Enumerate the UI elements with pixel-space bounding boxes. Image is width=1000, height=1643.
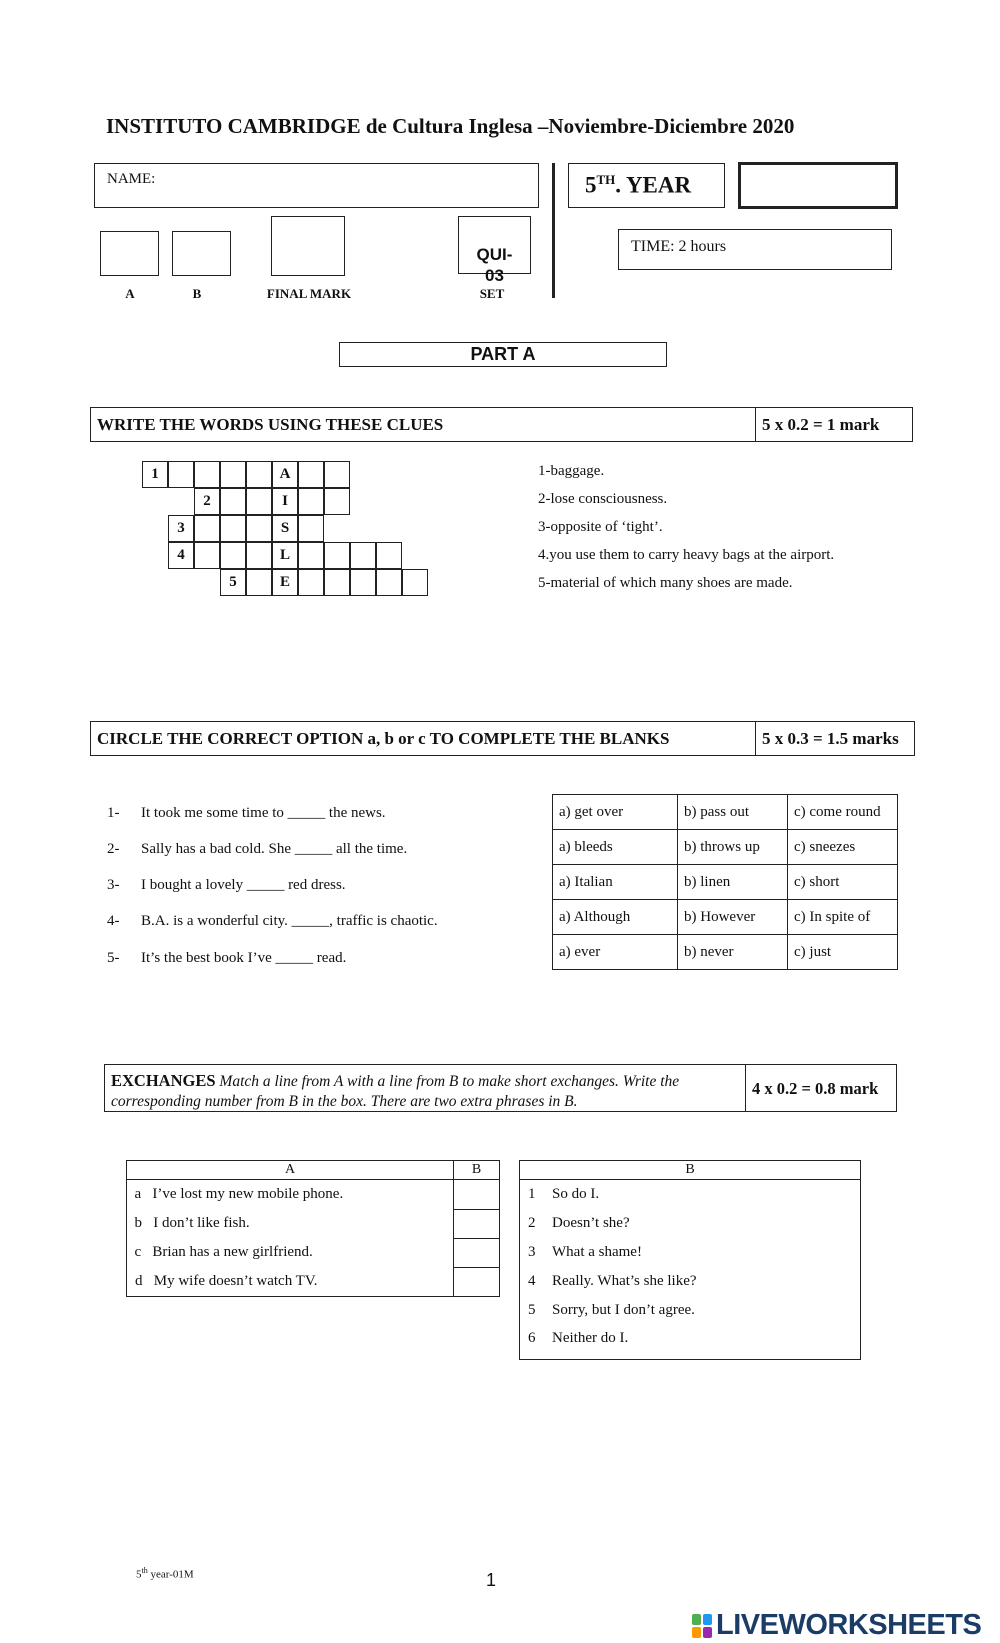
crossword-cell[interactable] — [246, 569, 272, 596]
line-b — [528, 1244, 642, 1261]
option-c[interactable]: c) short — [788, 865, 898, 900]
line-a — [127, 1267, 454, 1297]
crossword-cell[interactable] — [376, 542, 402, 569]
line-letter: d — [135, 1273, 143, 1289]
crossword-cell[interactable] — [246, 488, 272, 515]
liveworksheets-logo[interactable] — [692, 1609, 981, 1639]
option-b[interactable]: b) throws up — [678, 830, 788, 865]
line-b — [528, 1186, 600, 1203]
set-box — [458, 216, 531, 285]
year-superscript: TH — [596, 172, 616, 187]
line-letter: c — [134, 1244, 142, 1260]
section1-header — [90, 407, 913, 442]
option-a[interactable]: a) Italian — [553, 865, 678, 900]
exchange-table-a — [126, 1160, 500, 1297]
line-b — [528, 1273, 697, 1290]
question-text: It took me some time to _____ the news. — [141, 805, 386, 821]
options-row — [553, 795, 898, 830]
year-label — [585, 172, 691, 199]
crossword-cell[interactable] — [220, 542, 246, 569]
crossword-cell[interactable] — [324, 542, 350, 569]
option-c[interactable]: c) just — [788, 935, 898, 970]
section3-instruction-text: Match a line from A with a line from B to make short exchanges. Write the corresponding number from B in the box. There are two extra phrases in B. — [111, 1073, 680, 1110]
table-a-row — [127, 1209, 500, 1238]
table-a-header — [127, 1161, 500, 1180]
question-number: 4- — [107, 913, 120, 929]
table-a-row — [127, 1238, 500, 1267]
label-b: B — [192, 286, 202, 301]
label-final-mark: FINAL MARK — [266, 286, 352, 301]
crossword-cell[interactable] — [298, 542, 324, 569]
clue-4: 4.you use them to carry heavy bags at the airport. — [538, 547, 835, 563]
option-c[interactable]: c) In spite of — [788, 900, 898, 935]
page-number: 1 — [486, 1570, 497, 1590]
line-text: I don’t like fish. — [153, 1215, 250, 1231]
crossword-cell[interactable] — [220, 461, 246, 488]
options-row — [553, 900, 898, 935]
section2-heading: CIRCLE THE CORRECT OPTION a, b or c TO COMPLETE THE BLANKS — [97, 729, 670, 748]
footer-code — [136, 1566, 194, 1581]
line-b — [528, 1302, 695, 1319]
clue-2: 2-lose consciousness. — [538, 491, 668, 507]
part-a-banner — [339, 342, 667, 367]
table-a-left-border — [126, 1160, 127, 1297]
option-b[interactable]: b) linen — [678, 865, 788, 900]
crossword-cell[interactable] — [220, 515, 246, 542]
section3-header — [104, 1064, 897, 1112]
question-number: 2- — [107, 841, 120, 857]
question-text: B.A. is a wonderful city. _____, traffic is chaotic. — [141, 913, 438, 929]
line-text: Brian has a new girlfriend. — [152, 1244, 313, 1260]
part-a-label: PART A — [470, 344, 536, 364]
options-row — [553, 935, 898, 970]
line-letter: b — [134, 1215, 142, 1231]
crossword-cell[interactable] — [168, 461, 194, 488]
section2-header — [90, 721, 915, 756]
crossword-cell[interactable] — [324, 488, 350, 515]
crossword-cell[interactable] — [246, 542, 272, 569]
mark-box-b[interactable] — [172, 231, 231, 276]
line-text: Really. What’s she like? — [552, 1273, 697, 1289]
crossword-number: 5 — [220, 569, 246, 596]
table-a-col-b: B — [454, 1161, 500, 1180]
crossword-cell[interactable] — [246, 461, 272, 488]
line-text: My wife doesn’t watch TV. — [153, 1273, 318, 1289]
footer-code-rest: year-01M — [147, 1568, 194, 1581]
crossword-cell[interactable] — [298, 461, 324, 488]
question-number: 3- — [107, 877, 120, 893]
option-c[interactable]: c) come round — [788, 795, 898, 830]
line-text: Doesn’t she? — [552, 1215, 630, 1231]
line-number: 4 — [528, 1273, 536, 1289]
name-field[interactable] — [94, 163, 539, 208]
section3-marks: 4 x 0.2 = 0.8 mark — [745, 1065, 878, 1111]
crossword-cell[interactable] — [298, 488, 324, 515]
answer-box[interactable] — [454, 1238, 500, 1267]
line-text: So do I. — [552, 1186, 600, 1202]
option-a[interactable]: a) get over — [553, 795, 678, 830]
crossword-cell[interactable] — [246, 515, 272, 542]
label-set: SET — [479, 286, 505, 301]
crossword-cell[interactable] — [298, 569, 324, 596]
option-b[interactable]: b) However — [678, 900, 788, 935]
answer-box[interactable] — [454, 1180, 500, 1210]
line-text: What a shame! — [552, 1244, 642, 1260]
answer-box[interactable] — [454, 1209, 500, 1238]
crossword-cell[interactable] — [324, 569, 350, 596]
line-number: 3 — [528, 1244, 536, 1260]
crossword-cell[interactable] — [350, 542, 376, 569]
line-text: Sorry, but I don’t agree. — [552, 1302, 695, 1318]
crossword-cell[interactable] — [324, 461, 350, 488]
section3-instructions — [111, 1071, 731, 1112]
label-a: A — [125, 286, 135, 301]
question-text: It’s the best book I’ve _____ read. — [141, 950, 347, 966]
option-a[interactable]: a) bleeds — [553, 830, 678, 865]
crossword-key-letter: E — [272, 569, 298, 596]
table-a-row — [127, 1267, 500, 1297]
name-label: NAME: — [107, 171, 156, 187]
final-mark-box[interactable] — [271, 216, 345, 276]
line-letter: a — [134, 1186, 142, 1202]
crossword-cell[interactable] — [298, 515, 324, 542]
crossword-cell[interactable] — [376, 569, 402, 596]
line-number: 6 — [528, 1330, 536, 1346]
crossword-cell[interactable] — [402, 569, 428, 596]
section3-heading: EXCHANGES — [111, 1071, 216, 1090]
question-number: 5- — [107, 950, 120, 966]
footer-code-sup: th — [141, 1566, 148, 1575]
clue-3: 3-opposite of ‘tight’. — [538, 519, 663, 535]
exchange-table-b — [519, 1160, 861, 1360]
clue-5: 5-material of which many shoes are made. — [538, 575, 793, 591]
time-label: TIME: 2 hours — [631, 238, 727, 255]
year-box — [568, 163, 725, 208]
crossword-number: 2 — [194, 488, 220, 515]
footer-code-prefix: 5 — [136, 1568, 142, 1581]
line-b — [528, 1330, 629, 1347]
crossword-number: 3 — [168, 515, 194, 542]
section2-marks: 5 x 0.3 = 1.5 marks — [755, 722, 899, 755]
section1-heading: WRITE THE WORDS USING THESE CLUES — [97, 415, 444, 434]
line-text: I’ve lost my new mobile phone. — [152, 1186, 344, 1202]
table-a-row — [127, 1180, 500, 1210]
line-a — [127, 1180, 454, 1210]
table-a-col-a: A — [127, 1161, 454, 1180]
section1-marks: 5 x 0.2 = 1 mark — [755, 408, 879, 441]
options-row — [553, 830, 898, 865]
question-text: Sally has a bad cold. She _____ all the time. — [141, 841, 408, 857]
line-a — [127, 1209, 454, 1238]
option-c[interactable]: c) sneezes — [788, 830, 898, 865]
option-a[interactable]: a) Although — [553, 900, 678, 935]
time-box — [618, 229, 892, 270]
document-title: INSTITUTO CAMBRIDGE de Cultura Inglesa –Noviembre-Diciembre 2020 — [106, 114, 795, 138]
crossword-key-letter: S — [272, 515, 298, 542]
line-a — [127, 1238, 454, 1267]
student-code-field[interactable] — [738, 162, 898, 209]
line-b — [528, 1215, 630, 1232]
line-number: 1 — [528, 1186, 536, 1202]
year-text: . YEAR — [615, 172, 692, 198]
liveworksheets-icon — [692, 1614, 712, 1638]
question-text: I bought a lovely _____ red dress. — [141, 877, 346, 893]
option-b[interactable]: b) pass out — [678, 795, 788, 830]
set-code: QUI- 03 — [476, 245, 513, 285]
header-divider — [552, 163, 555, 298]
question-number: 1- — [107, 805, 120, 821]
crossword-cell[interactable] — [350, 569, 376, 596]
crossword-cell[interactable] — [194, 515, 220, 542]
crossword-number: 4 — [168, 542, 194, 569]
crossword-key-letter: A — [272, 461, 298, 488]
answer-box[interactable] — [454, 1267, 500, 1297]
options-table — [552, 794, 898, 970]
crossword-cell[interactable] — [220, 488, 246, 515]
line-number: 2 — [528, 1215, 536, 1231]
clue-1: 1-baggage. — [538, 463, 605, 479]
line-number: 5 — [528, 1302, 536, 1318]
options-row — [553, 865, 898, 900]
crossword-cell[interactable] — [194, 461, 220, 488]
mark-box-a[interactable] — [100, 231, 159, 276]
liveworksheets-brand: LIVEWORKSHEETS — [716, 1609, 982, 1641]
crossword-number: 1 — [142, 461, 168, 488]
crossword-key-letter: I — [272, 488, 298, 515]
year-number: 5 — [585, 172, 597, 198]
crossword-key-letter: L — [272, 542, 298, 569]
option-a[interactable]: a) ever — [553, 935, 678, 970]
line-text: Neither do I. — [552, 1330, 629, 1346]
crossword-cell[interactable] — [194, 542, 220, 569]
option-b[interactable]: b) never — [678, 935, 788, 970]
table-b-col: B — [520, 1161, 860, 1180]
